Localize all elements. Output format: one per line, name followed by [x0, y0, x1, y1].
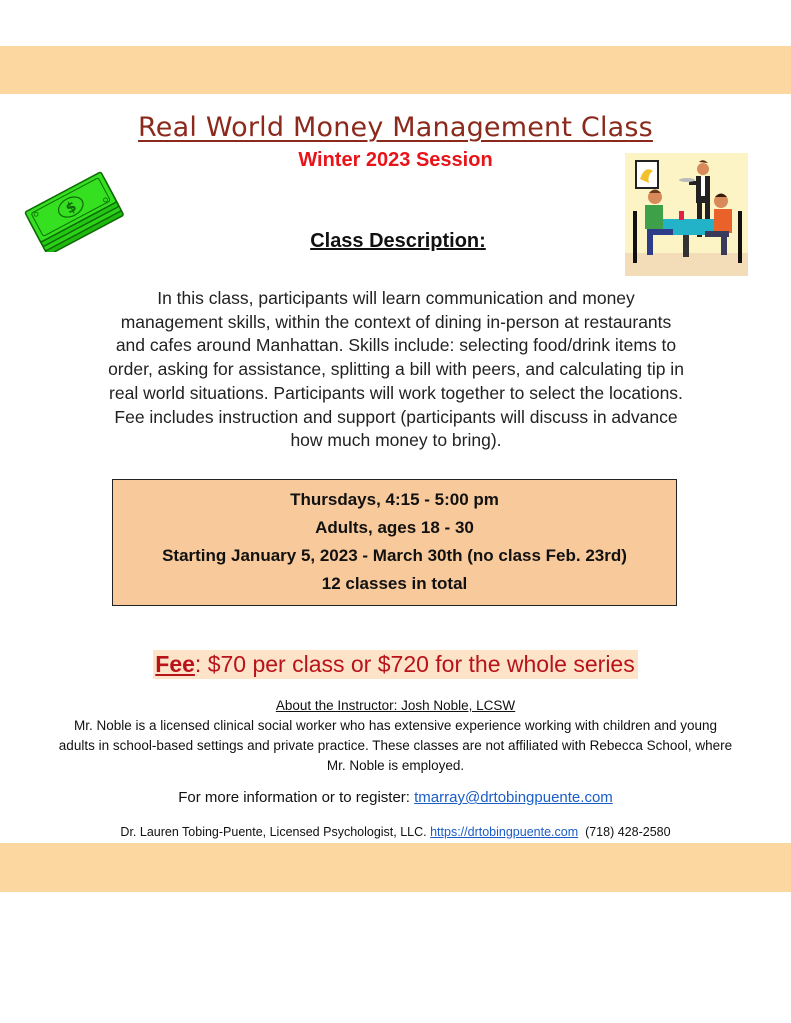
footer-prefix: Dr. Lauren Tobing-Puente, Licensed Psychologist, LLC.	[120, 825, 431, 839]
instructor-body: Mr. Noble is a licensed clinical social worker who has extensive experience working with children and young adults in school-based settings and private practice. These classes are not affiliated with Rebecca School, where Mr. Noble is employed.	[58, 718, 733, 773]
instructor-heading: About the Instructor: Josh Noble, LCSW	[275, 698, 516, 713]
top-banner	[0, 46, 791, 94]
schedule-audience: Adults, ages 18 - 30	[315, 518, 474, 537]
contact-line	[0, 789, 791, 806]
website-link[interactable]: https://drtobingpuente.com	[430, 825, 579, 839]
schedule-box	[112, 479, 677, 606]
svg-text:$: $	[63, 198, 80, 218]
description-heading: Class Description:	[310, 230, 486, 252]
footer-phone: (718) 428-2580	[578, 825, 671, 839]
schedule-dates: Starting January 5, 2023 - March 30th (no class Feb. 23rd)	[162, 546, 627, 565]
footer-line	[0, 825, 791, 839]
contact-prefix: For more information or to register:	[178, 789, 415, 806]
bottom-banner	[0, 843, 791, 892]
description-body: In this class, participants will learn communication and money management skills, within the context of dining in-person at restaurants and cafes around Manhattan. Skills include: selecting food/drink items to order, asking for assistance, splitting a bill with peers, and calculating tip in real world situations. Participants will work together to select the locations. Fee includes instruction and support (participants will discuss in advance how much money to bring).	[108, 288, 684, 451]
fee-highlight	[153, 650, 637, 679]
fee-label: Fee	[155, 651, 195, 677]
schedule-class-count: 12 classes in total	[321, 574, 468, 593]
session-subtitle: Winter 2023 Session	[298, 149, 493, 171]
fee-text: : $70 per class or $720 for the whole series	[194, 651, 635, 677]
contact-email-link[interactable]: tmarray@drtobingpuente.com	[414, 789, 613, 806]
schedule-day-time: Thursdays, 4:15 - 5:00 pm	[290, 490, 499, 509]
restaurant-dining-illustration	[625, 153, 748, 276]
page-title: Real World Money Management Class	[138, 112, 653, 143]
fee-section	[0, 650, 791, 679]
